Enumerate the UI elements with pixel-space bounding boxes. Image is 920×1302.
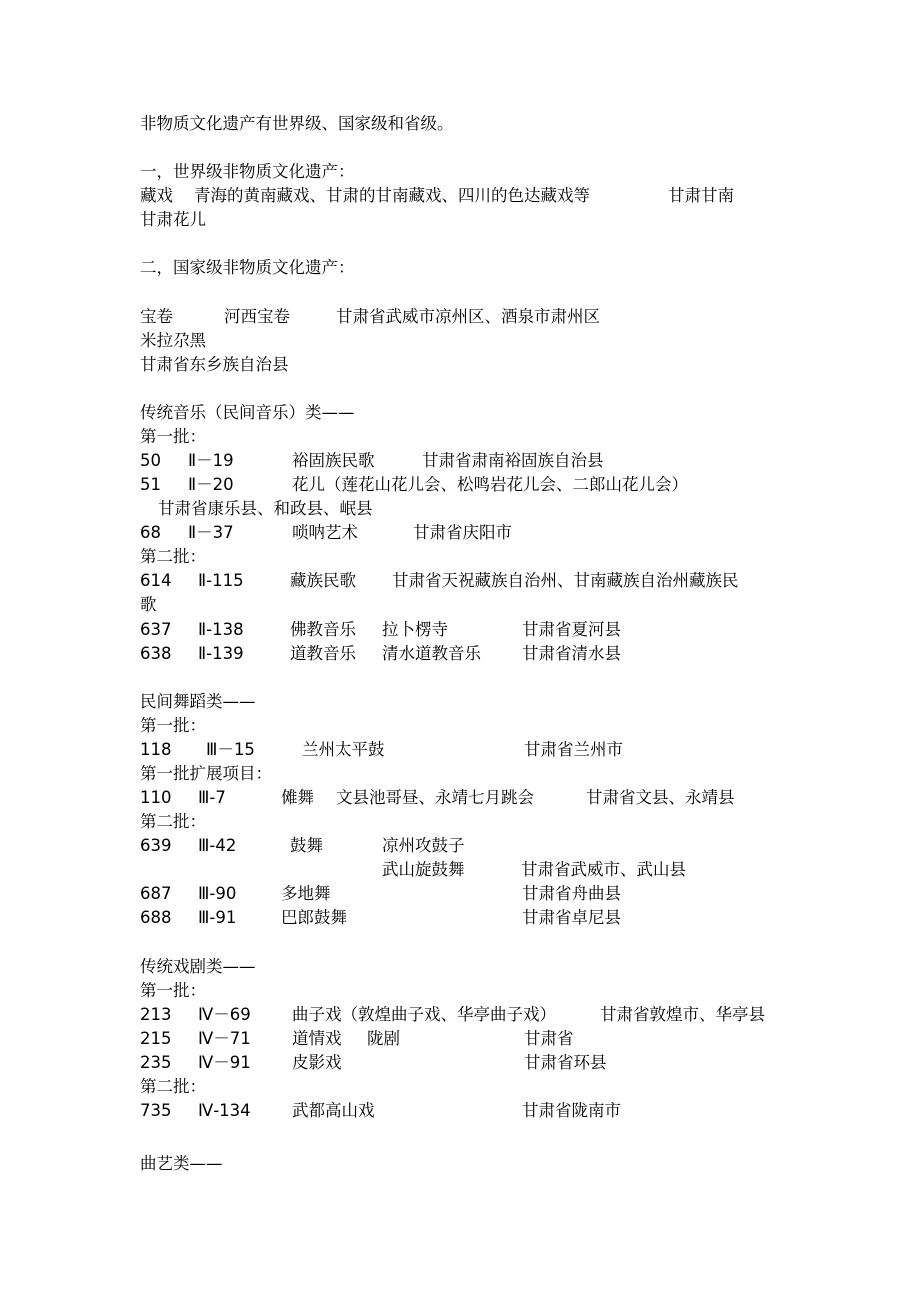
row-item: 鼓舞 — [290, 836, 323, 855]
row-number: 688 — [140, 908, 172, 927]
dongxiang-text: 甘肃省东乡族自治县 — [140, 355, 289, 374]
dance-batch1-label: 第一批： — [140, 716, 206, 735]
zangxi-row — [140, 184, 734, 208]
row-place: 甘肃省 — [524, 1029, 574, 1048]
row-place: 甘肃省庆阳市 — [413, 523, 512, 542]
row-number: 215 — [140, 1029, 172, 1048]
row-number: 614 — [140, 571, 172, 590]
row-item: 佛教音乐 — [290, 620, 356, 639]
world-heritage-heading: 一，世界级非物质文化遗产： — [140, 162, 355, 181]
row-place: 甘肃省兰州市 — [524, 740, 623, 759]
row-code: Ⅲ-90 — [198, 884, 237, 903]
music-heading: 传统音乐（民间音乐）类—— — [140, 403, 355, 422]
row-code: Ⅱ－37 — [188, 523, 234, 542]
row-code: Ⅳ-134 — [198, 1101, 251, 1120]
row-item: 唢呐艺术 — [292, 523, 358, 542]
row-number: 110 — [140, 788, 172, 807]
row-number: 213 — [140, 1005, 172, 1024]
baojuan-row — [140, 305, 600, 329]
row-place: 甘肃省天祝藏族自治州、甘南藏族自治州藏族民 — [392, 571, 739, 590]
row-item: 多地舞 — [281, 884, 331, 903]
row-number: 637 — [140, 620, 172, 639]
row-place: 甘肃省环县 — [524, 1053, 607, 1072]
row-place: 甘肃省卓尼县 — [522, 908, 621, 927]
row-place: 甘肃省文县、永靖县 — [586, 788, 735, 807]
drama-heading: 传统戏剧类—— — [140, 957, 256, 976]
national-heritage-heading: 二，国家级非物质文化遗产： — [140, 258, 355, 277]
row-subitem: 拉卜楞寺 — [382, 620, 448, 639]
row-number: 235 — [140, 1053, 172, 1072]
row-item: 巴郎鼓舞 — [281, 908, 347, 927]
row-number: 639 — [140, 836, 172, 855]
row-number: 687 — [140, 884, 172, 903]
row-item: 花儿（莲花山花儿会、松鸣岩花儿会、二郎山花儿会） — [292, 475, 688, 494]
row-item: 兰州太平鼓 — [302, 740, 385, 759]
row-code: Ⅱ－19 — [188, 451, 234, 470]
dance-heading: 民间舞蹈类—— — [140, 692, 256, 711]
row-code: Ⅳ－91 — [198, 1053, 251, 1072]
row-number: 735 — [140, 1101, 172, 1120]
zangxi-desc: 青海的黄南藏戏、甘肃的甘南藏戏、四川的色达藏戏等 — [194, 186, 590, 205]
drama-batch1-label: 第一批： — [140, 981, 206, 1000]
baojuan-item: 河西宝卷 — [224, 307, 290, 326]
row-code: Ⅳ－69 — [198, 1005, 251, 1024]
baojuan-place: 甘肃省武威市凉州区、酒泉市肃州区 — [336, 307, 600, 326]
row-code: Ⅲ-42 — [198, 836, 237, 855]
row-item: 道情戏 — [292, 1029, 342, 1048]
row-place: 甘肃省清水县 — [522, 644, 621, 663]
row-number: 118 — [140, 740, 172, 759]
row-place: 甘肃省陇南市 — [522, 1101, 621, 1120]
row-subitem: 清水道教音乐 — [382, 644, 481, 663]
dance-ext-label: 第一批扩展项目： — [140, 764, 272, 783]
row-code: Ⅱ-138 — [198, 620, 244, 639]
dance-batch2-label: 第二批： — [140, 812, 206, 831]
row-subitem: 武山旋鼓舞 — [382, 860, 465, 879]
quyi-heading: 曲艺类—— — [140, 1154, 223, 1173]
baojuan-name: 宝卷 — [140, 307, 173, 326]
row-item: 皮影戏 — [292, 1053, 342, 1072]
row-subitem: 文县池哥昼、永靖七月跳会 — [336, 788, 534, 807]
row-continuation: 歌 — [140, 595, 157, 614]
milanihei-text: 米拉尕黑 — [140, 331, 206, 350]
zangxi-place: 甘肃甘南 — [668, 186, 734, 205]
row-code: Ⅱ－20 — [188, 475, 234, 494]
row-place: 甘肃省舟曲县 — [522, 884, 621, 903]
row-item: 曲子戏（敦煌曲子戏、华亭曲子戏） — [292, 1005, 556, 1024]
row-code: Ⅳ－71 — [198, 1029, 251, 1048]
row-place: 甘肃省夏河县 — [522, 620, 621, 639]
row-number: 51 — [140, 475, 161, 494]
row-item: 傩舞 — [281, 788, 314, 807]
row-code: Ⅲ-91 — [198, 908, 237, 927]
drama-batch2-label: 第二批： — [140, 1077, 206, 1096]
row-item: 道教音乐 — [290, 644, 356, 663]
row-place: 甘肃省肃南裕固族自治县 — [422, 451, 604, 470]
zangxi-name: 藏戏 — [140, 186, 173, 205]
music-batch1-label: 第一批： — [140, 427, 206, 446]
row-number: 638 — [140, 644, 172, 663]
music-batch2-label: 第二批： — [140, 547, 206, 566]
row-place: 甘肃省武威市、武山县 — [521, 860, 686, 879]
row-subitem: 陇剧 — [367, 1029, 400, 1048]
row-item: 武都高山戏 — [292, 1101, 375, 1120]
row-code: Ⅲ-7 — [198, 788, 226, 807]
row-place: 甘肃省康乐县、和政县、岷县 — [158, 499, 373, 518]
row-code: Ⅱ-139 — [198, 644, 244, 663]
row-number: 68 — [140, 523, 161, 542]
huaer-text: 甘肃花儿 — [140, 210, 206, 229]
row-number: 50 — [140, 451, 161, 470]
row-subitem: 凉州攻鼓子 — [382, 836, 465, 855]
row-place: 甘肃省敦煌市、华亭县 — [600, 1005, 765, 1024]
row-code: Ⅲ－15 — [206, 740, 255, 759]
row-code: Ⅱ-115 — [198, 571, 244, 590]
row-item: 裕固族民歌 — [292, 451, 375, 470]
intro-text: 非物质文化遗产有世界级、国家级和省级。 — [140, 114, 454, 133]
row-item: 藏族民歌 — [290, 571, 356, 590]
